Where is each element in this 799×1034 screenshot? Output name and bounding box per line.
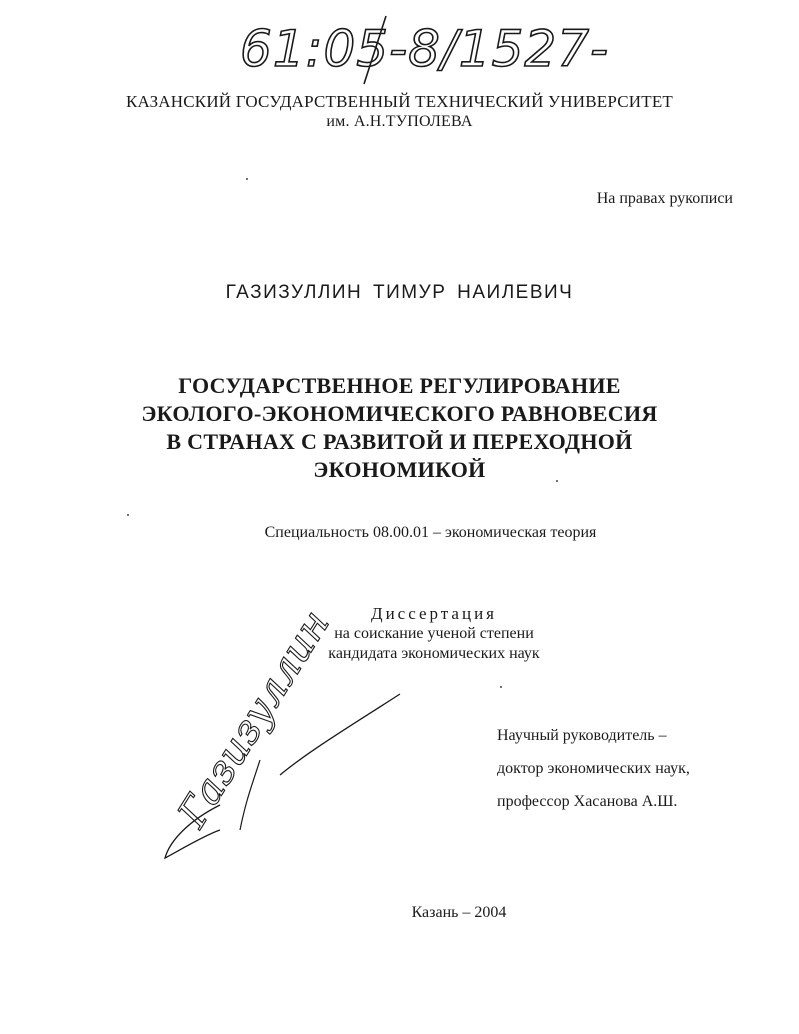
university-header: [0, 92, 799, 132]
signature-flourish-top: [280, 694, 400, 775]
city-year: Казань – 2004: [411, 904, 507, 921]
dissertation-block: [0, 604, 799, 664]
university-namesake: им. А.Н.ТУПОЛЕВА: [326, 113, 473, 130]
degree-field-line: кандидата экономических наук: [328, 645, 540, 662]
signature-svg: [160, 602, 410, 870]
archive-code-text: 61:05-8/1527-: [240, 20, 610, 78]
scan-speck: [500, 686, 502, 688]
supervisor-name: профессор Хасанова А.Ш.: [497, 793, 678, 810]
supervisor-role: Научный руководитель –: [497, 727, 667, 744]
scan-speck: [246, 178, 248, 180]
degree-line: на соискание ученой степени: [334, 625, 534, 642]
manuscript-rights-note: На правах рукописи: [596, 190, 733, 207]
title-line-4: ЭКОНОМИКОЙ: [313, 457, 486, 482]
title-line-3: В СТРАНАХ С РАЗВИТОЙ И ПЕРЕХОДНОЙ: [166, 429, 633, 454]
author-name: ГАЗИЗУЛЛИН ТИМУР НАИЛЕВИЧ: [225, 282, 574, 303]
signature-script: Газизуллин: [169, 602, 339, 836]
supervisor-block: [497, 719, 690, 818]
title-line-1: ГОСУДАРСТВЕННОЕ РЕГУЛИРОВАНИЕ: [178, 373, 621, 398]
scan-speck: [127, 514, 129, 516]
archive-code-svg: [236, 6, 610, 86]
university-name: КАЗАНСКИЙ ГОСУДАРСТВЕННЫЙ ТЕХНИЧЕСКИЙ УНИВЕРСИТЕТ: [125, 92, 673, 111]
dissertation-heading: Диссертация: [370, 604, 497, 623]
dissertation-title: [0, 372, 799, 484]
author-signature: [160, 602, 410, 870]
supervisor-degree: доктор экономических наук,: [497, 760, 690, 777]
specialty-line: Специальность 08.00.01 – экономическая теория: [264, 524, 597, 541]
archive-code-handwritten: [236, 6, 610, 86]
scan-speck: [556, 480, 558, 482]
title-line-2: ЭКОЛОГО-ЭКОНОМИЧЕСКОГО РАВНОВЕСИЯ: [141, 401, 658, 426]
